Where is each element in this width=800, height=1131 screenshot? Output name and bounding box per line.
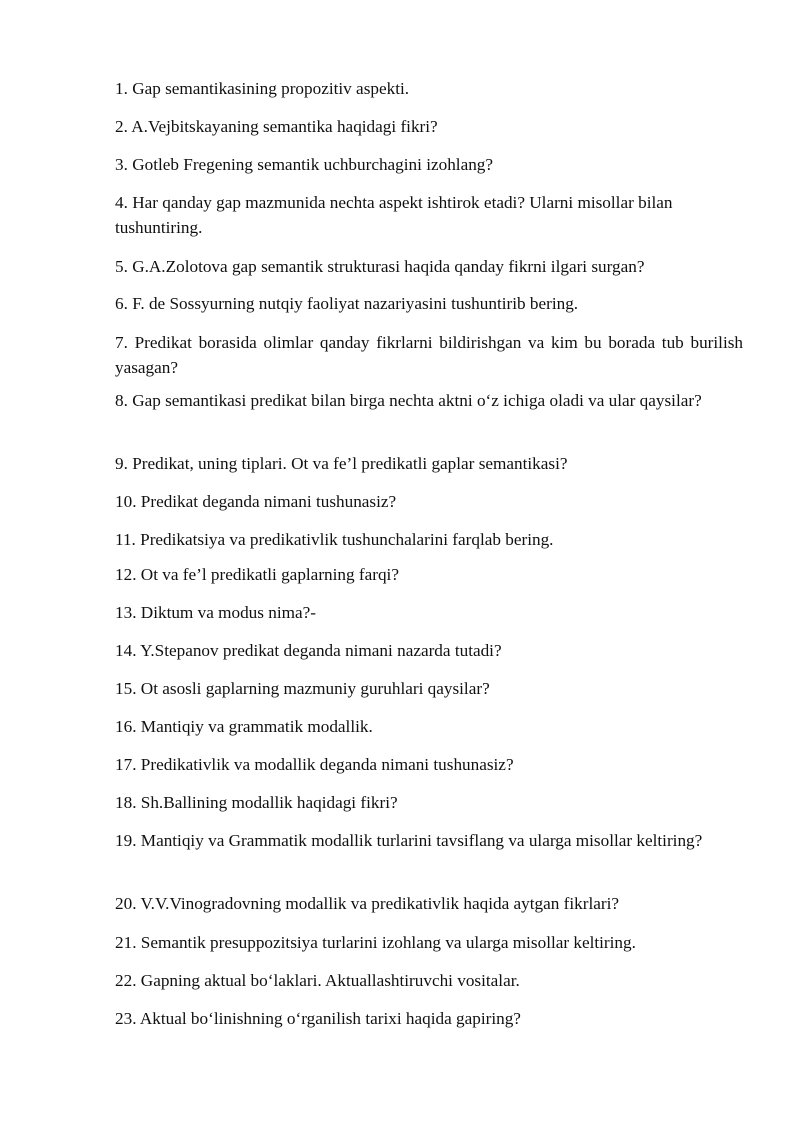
question-19: 19. Mantiqiy va Grammatik modallik turlarini tavsiflang va ularga misollar keltiring?	[115, 831, 703, 850]
question-2: 2. A.Vejbitskayaning semantika haqidagi fikri?	[115, 117, 438, 136]
question-6: 6. F. de Sossyurning nutqiy faoliyat nazariyasini tushuntirib bering.	[115, 294, 579, 313]
question-14: 14. Y.Stepanov predikat deganda nimani nazarda tutadi?	[115, 641, 502, 660]
question-5: 5. G.A.Zolotova gap semantik strukturasi haqida qanday fikrni ilgari surgan?	[115, 257, 645, 276]
question-17: 17. Predikativlik va modallik deganda nimani tushunasiz?	[115, 755, 514, 774]
question-1: 1. Gap semantikasining propozitiv aspekti.	[115, 79, 410, 98]
question-4: 4. Har qanday gap mazmunida nechta aspekt ishtirok etadi? Ularni misollar bilan tushuntiring.	[115, 193, 673, 237]
question-13: 13. Diktum va modus nima?-	[115, 603, 316, 622]
question-21: 21. Semantik presuppozitsiya turlarini izohlang va ularga misollar keltiring.	[115, 933, 636, 952]
question-23: 23. Aktual bo‘linishning o‘rganilish tarixi haqida gapiring?	[115, 1009, 521, 1028]
question-18: 18. Sh.Ballining modallik haqidagi fikri?	[115, 793, 398, 812]
question-20: 20. V.V.Vinogradovning modallik va predikativlik haqida aytgan fikrlari?	[115, 894, 619, 913]
question-15: 15. Ot asosli gaplarning mazmuniy guruhlari qaysilar?	[115, 679, 490, 698]
question-12: 12. Ot va fe’l predikatli gaplarning farqi?	[115, 565, 399, 584]
question-3: 3. Gotleb Fregening semantik uchburchagini izohlang?	[115, 155, 494, 174]
question-9: 9. Predikat, uning tiplari. Ot va fe’l predikatli gaplar semantikasi?	[115, 454, 568, 473]
question-8: 8. Gap semantikasi predikat bilan birga nechta aktni o‘z ichiga oladi va ular qaysilar?	[115, 391, 702, 410]
question-16: 16. Mantiqiy va grammatik modallik.	[115, 717, 373, 736]
question-10: 10. Predikat deganda nimani tushunasiz?	[115, 492, 397, 511]
question-11: 11. Predikatsiya va predikativlik tushunchalarini farqlab bering.	[115, 530, 554, 549]
question-7: 7. Predikat borasida olimlar qanday fikrlarni bildirishgan va kim bu borada tub burilish yasagan?	[115, 333, 743, 377]
question-22: 22. Gapning aktual bo‘laklari. Aktuallashtiruvchi vositalar.	[115, 971, 520, 990]
